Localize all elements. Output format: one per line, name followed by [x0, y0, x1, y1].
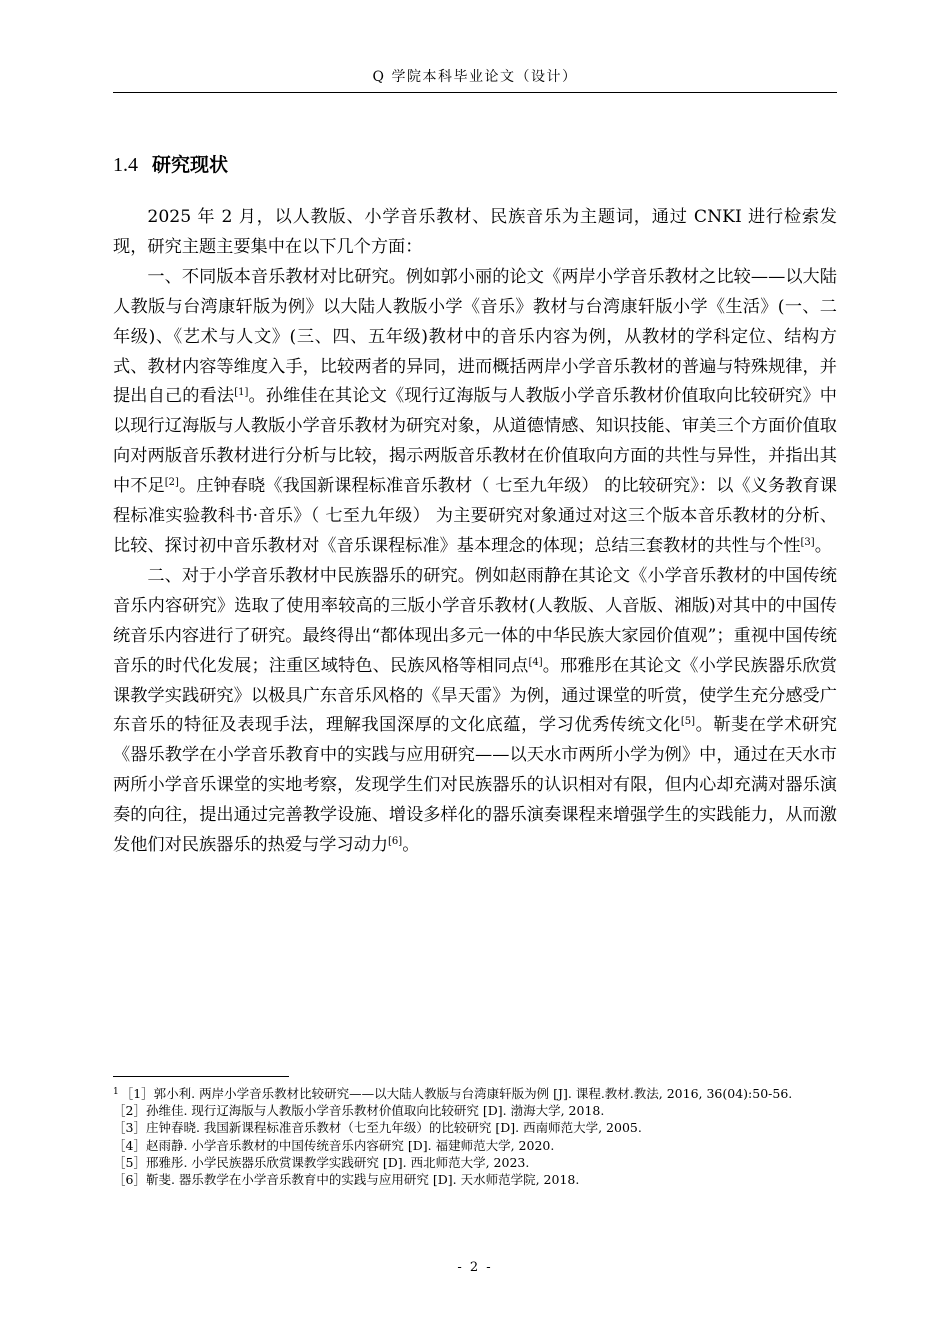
- paragraph-text: 。孙维佳在其论文《现行辽海版与人教版小学音乐教材价值取向比较研究》中以现行辽海版与人教版小学音乐教材为研究对象，从道德情感、知识技能、审美三个方面价值取向对两版音乐教材进行分析与比较，揭示两版音乐教材在价值取向方面的共性与异性，并指出其中不足: [113, 386, 837, 497]
- paragraph-version-comparison: [113, 263, 837, 562]
- footnotes: [113, 1084, 837, 1188]
- footnote-text: ［5］邢雅彤. 小学民族器乐欣赏课教学实践研究 [D]. 西北师范大学, 2023.: [113, 1154, 530, 1170]
- footnote-text: ［6］靳斐. 器乐教学在小学音乐教育中的实践与应用研究 [D]. 天水师范学院, 2018.: [113, 1172, 580, 1188]
- body-text: [113, 203, 837, 861]
- citation-ref[interactable]: [1]: [234, 387, 249, 399]
- footnote-divider: [113, 1076, 289, 1077]
- citation-ref[interactable]: [5]: [680, 716, 696, 728]
- footnote-text: ［3］庄钟春晓. 我国新课程标准音乐教材（七至九年级）的比较研究 [D]. 西南师范大学, 2005.: [113, 1120, 642, 1136]
- page-number: - 2 -: [457, 1260, 493, 1275]
- citation-ref[interactable]: [2]: [164, 477, 179, 489]
- paragraph-text: 。庄钟春晓《我国新课程标准音乐教材（ 七至九年级） 的比较研究》：以《义务教育课程标准实验教科书·音乐》（ 七至九年级） 为主要研究对象通过对这三个版本音乐教材的分析、比较、探讨初中音乐教材对《音乐课程标准》基本理念的体现；总结三套教材的共性与个性: [113, 476, 837, 556]
- page-header: [113, 66, 837, 93]
- paragraph-text: 一、不同版本音乐教材对比研究。例如郭小丽的论文《两岸小学音乐教材之比较——以大陆人教版与台湾康轩版为例》以大陆人教版小学《音乐》教材与台湾康轩版小学《生活》(一、二年级)、《艺术与人文》(三、四、五年级)教材中的音乐内容为例，从教材的学科定位、结构方式、教材内容等维度入手，比较两者的异同，进而概括两岸小学音乐教材的普遍与特殊规律，并提出自己的看法: [113, 266, 837, 407]
- paragraph-text: 。邢雅彤在其论文《小学民族器乐欣赏课教学实践研究》以极具广东音乐风格的《旱天雷》为例，通过课堂的听赏，使学生充分感受广东音乐的特征及表现手法，理解我国深厚的文化底蕴，学习优秀传统文化: [113, 655, 837, 736]
- paragraph-text: 2025 年 2 月，以人教版、小学音乐教材、民族音乐为主题词，通过 CNKI 进行检索发现，研究主题主要集中在以下几个方面：: [113, 207, 837, 257]
- footnote-item: [113, 1154, 837, 1171]
- footnote-item: [113, 1102, 837, 1119]
- footnote-text: ［2］孙维佳. 现行辽海版与人教版小学音乐教材价值取向比较研究 [D]. 渤海大学, 2018.: [113, 1103, 605, 1119]
- footnote-item: [113, 1119, 837, 1136]
- footnote-mark: 1: [113, 1087, 119, 1097]
- section-number: 1.4: [113, 154, 138, 176]
- footnote-item: [113, 1171, 837, 1188]
- section-heading: [113, 150, 228, 177]
- footnote-text: ［4］赵雨静. 小学音乐教材的中国传统音乐内容研究 [D]. 福建师范大学, 2020.: [113, 1137, 555, 1153]
- footnote-text: ［1］郭小利. 两岸小学音乐教材比较研究——以大陆人教版与台湾康轩版为例 [J]. 课程.教材.教法, 2016, 36(04):50-56.: [120, 1086, 793, 1101]
- section-title: 研究现状: [152, 154, 229, 176]
- paragraph-text: 。: [814, 535, 832, 556]
- paragraph-intro: [113, 203, 837, 263]
- citation-ref[interactable]: [3]: [800, 536, 815, 548]
- paragraph-text: 。: [402, 835, 420, 856]
- citation-ref[interactable]: [6]: [388, 836, 403, 848]
- header-title: Q 学院本科毕业论文（设计）: [372, 69, 578, 85]
- footnote-item: [113, 1084, 837, 1102]
- paragraph-text: 二、对于小学音乐教材中民族器乐的研究。例如赵雨静在其论文《小学音乐教材的中国传统音乐内容研究》选取了使用率较高的三版小学音乐教材(人教版、人音版、湘版)对其中的中国传统音乐内容进行了研究。最终得出“都体现出多元一体的中华民族大家园价值观”；重视中国传统音乐的时代化发展；注重区域特色、民族风格等相同点: [113, 565, 837, 676]
- paragraph-text: 。靳斐在学术研究《器乐教学在小学音乐教育中的实践与应用研究——以天水市两所小学为例》中，通过在天水市两所小学音乐课堂的实地考察，发现学生们对民族器乐的认识相对有限，但内心却充满对器乐演奏的向往，提出通过完善教学设施、增设多样化的器乐演奏课程来增强学生的实践能力，从而激发他们对民族器乐的热爱与学习动力: [113, 715, 837, 856]
- footnote-item: [113, 1137, 837, 1154]
- paragraph-folk-instrument: [113, 562, 837, 861]
- citation-ref[interactable]: [4]: [528, 656, 543, 668]
